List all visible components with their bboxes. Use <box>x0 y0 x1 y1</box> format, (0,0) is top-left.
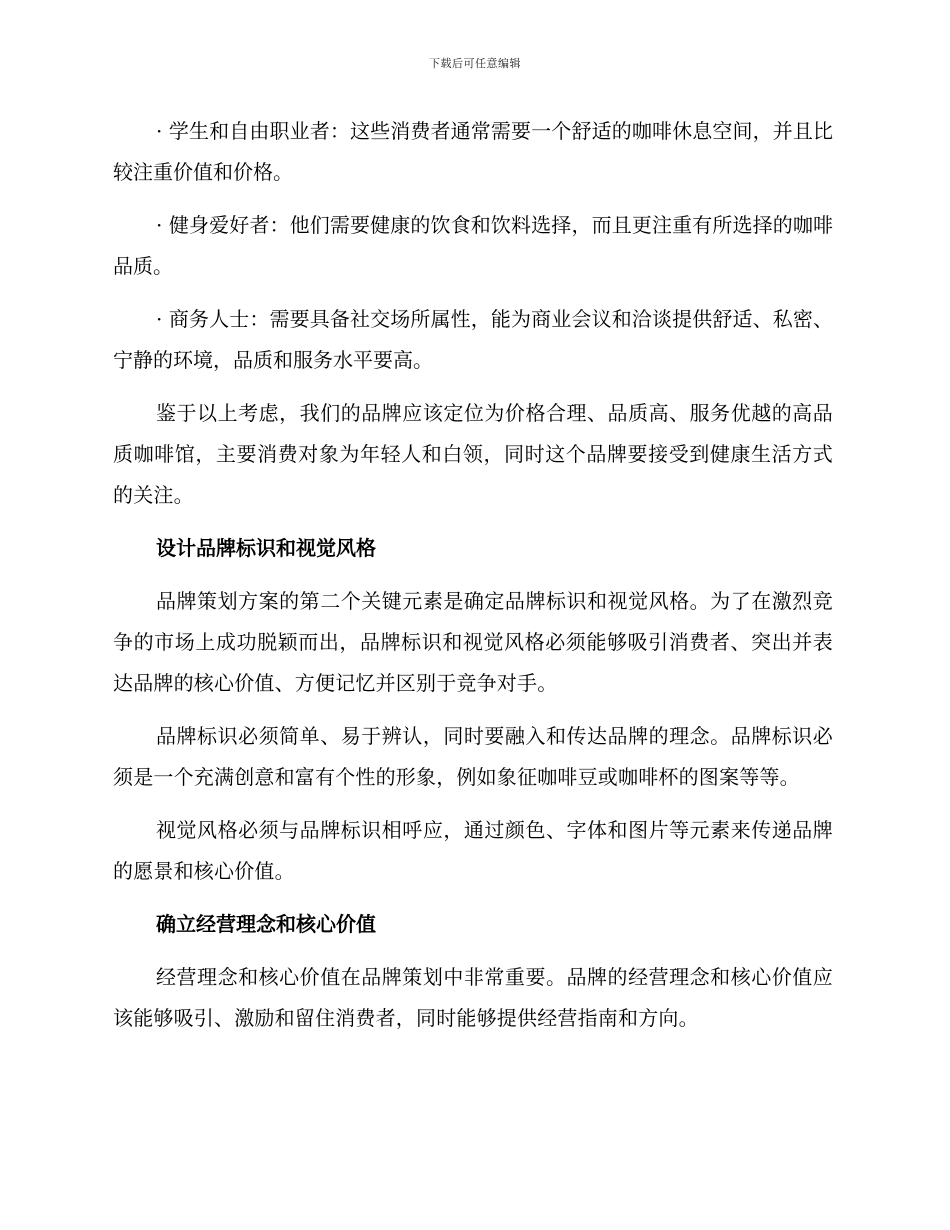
bullet-students: · 学生和自由职业者：这些消费者通常需要一个舒适的咖啡休息空间，并且比较注重价值和价格。 <box>113 119 833 184</box>
section-heading-core-values: 确立经营理念和核心价值 <box>156 912 376 936</box>
header-note: 下载后可任意编辑 <box>429 57 521 70</box>
paragraph-core-values-1: 经营理念和核心价值在品牌策划中非常重要。品牌的经营理念和核心价值应该能够吸引、激励和留住消费者，同时能够提供经营指南和方向。 <box>113 965 833 1030</box>
paragraph-brand-identity-3: 视觉风格必须与品牌标识相呼应，通过颜色、字体和图片等元素来传递品牌的愿景和核心价值。 <box>113 818 833 883</box>
paragraph-brand-identity-2: 品牌标识必须简单、易于辨认，同时要融入和传达品牌的理念。品牌标识必须是一个充满创意和富有个性的形象，例如象征咖啡豆或咖啡杯的图案等等。 <box>113 724 833 789</box>
summary-paragraph: 鉴于以上考虑，我们的品牌应该定位为价格合理、品质高、服务优越的高品质咖啡馆，主要消费对象为年轻人和白领，同时这个品牌要接受到健康生活方式的关注。 <box>113 401 833 507</box>
bullet-fitness: · 健身爱好者：他们需要健康的饮食和饮料选择，而且更注重有所选择的咖啡品质。 <box>113 213 833 278</box>
paragraph-brand-identity-1: 品牌策划方案的第二个关键元素是确定品牌标识和视觉风格。为了在激烈竞争的市场上成功脱颖而出，品牌标识和视觉风格必须能够吸引消费者、突出并表达品牌的核心价值、方便记忆并区别于竞争对手。 <box>113 589 833 695</box>
bullet-business: · 商务人士：需要具备社交场所属性，能为商业会议和洽谈提供舒适、私密、宁静的环境，品质和服务水平要高。 <box>113 307 833 372</box>
document-body <box>113 111 833 1051</box>
section-heading-brand-identity: 设计品牌标识和视觉风格 <box>156 536 376 560</box>
